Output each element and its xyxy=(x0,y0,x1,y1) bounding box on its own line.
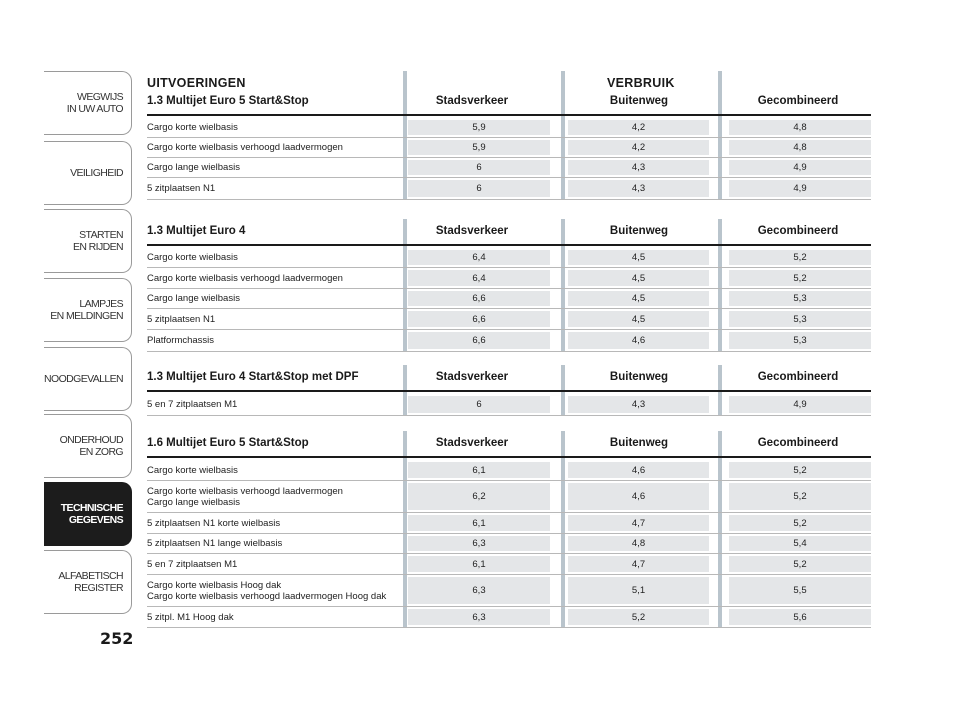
value-cell-stadsverkeer: 6,3 xyxy=(408,609,550,625)
value-cell-gecombineerd: 5,2 xyxy=(729,515,871,531)
sidebar-tab-6[interactable] xyxy=(44,414,132,478)
row-label-line: Cargo korte wielbasis xyxy=(147,122,238,133)
row-label xyxy=(147,612,234,623)
value-cell-buitenweg: 5,2 xyxy=(568,609,709,625)
table-row xyxy=(147,158,871,178)
row-label-line: Cargo korte wielbasis xyxy=(147,252,238,263)
value-cell-gecombineerd: 4,9 xyxy=(729,396,871,413)
value-cell-stadsverkeer: 6 xyxy=(408,396,550,413)
section-rule xyxy=(147,456,871,458)
value-cell-buitenweg: 4,8 xyxy=(568,536,709,551)
sidebar-tab-label: EN ZORG xyxy=(79,446,123,458)
value-cell-stadsverkeer: 6,4 xyxy=(408,250,550,265)
value-cell-gecombineerd: 4,8 xyxy=(729,140,871,155)
row-label-line: 5 en 7 zitplaatsen M1 xyxy=(147,558,238,570)
value-cell-buitenweg: 4,3 xyxy=(568,180,709,197)
row-label-line: Cargo korte wielbasis verhoogd laadvermogen Hoog dak xyxy=(147,591,387,602)
sidebar-tab-label: EN MELDINGEN xyxy=(50,310,123,322)
value-cell-gecombineerd: 4,8 xyxy=(729,120,871,135)
table-row xyxy=(147,178,871,200)
sidebar-tab-2[interactable] xyxy=(44,141,132,205)
sidebar-tab-1[interactable] xyxy=(44,71,132,135)
row-label xyxy=(147,486,343,508)
value-cell-gecombineerd: 5,3 xyxy=(729,332,871,349)
table-row xyxy=(147,607,871,628)
row-label xyxy=(147,142,343,153)
column-header-stadsverkeer: Stadsverkeer xyxy=(435,437,509,449)
value-cell-gecombineerd: 5,3 xyxy=(729,311,871,327)
column-header-buitenweg: Buitenweg xyxy=(609,225,669,237)
sidebar-tab-5[interactable] xyxy=(44,347,132,411)
sidebar-tab-label: ALFABETISCH xyxy=(58,570,123,582)
value-cell-gecombineerd: 5,2 xyxy=(729,270,871,286)
sidebar-tab-label: ONDERHOUD xyxy=(59,434,123,446)
section-title: 1.6 Multijet Euro 5 Start&Stop xyxy=(147,437,309,449)
row-label-line: Platformchassis xyxy=(147,335,215,346)
value-cell-stadsverkeer: 6,6 xyxy=(408,311,550,327)
section-rule xyxy=(147,114,871,116)
sidebar-tab-label: NOODGEVALLEN xyxy=(44,373,123,385)
table-row xyxy=(147,138,871,158)
value-cell-gecombineerd: 4,9 xyxy=(729,160,871,175)
table-row xyxy=(147,118,871,138)
row-label-line: 5 zitplaatsen N1 xyxy=(147,183,216,194)
value-cell-buitenweg: 4,6 xyxy=(568,483,709,510)
row-label xyxy=(147,399,237,410)
value-cell-stadsverkeer: 6,3 xyxy=(408,577,550,604)
page-number: 252 xyxy=(100,629,134,648)
row-label xyxy=(147,538,282,549)
column-header-stadsverkeer: Stadsverkeer xyxy=(435,225,509,237)
table-row xyxy=(147,268,871,289)
value-cell-buitenweg: 5,1 xyxy=(568,577,709,604)
value-cell-buitenweg: 4,3 xyxy=(568,160,709,175)
row-label-line: 5 zitplaatsen N1 xyxy=(147,313,216,325)
table-row xyxy=(147,554,871,575)
value-cell-stadsverkeer: 6,4 xyxy=(408,270,550,286)
row-label-line: 5 zitplaatsen N1 lange wielbasis xyxy=(147,538,283,549)
column-header-gecombineerd: Gecombineerd xyxy=(757,371,839,383)
column-header-stadsverkeer: Stadsverkeer xyxy=(435,371,509,383)
value-cell-stadsverkeer: 6,1 xyxy=(408,462,550,478)
table-row xyxy=(147,534,871,554)
table-row xyxy=(147,289,871,309)
value-cell-stadsverkeer: 6,6 xyxy=(408,291,550,306)
row-label xyxy=(147,465,238,476)
value-cell-buitenweg: 4,3 xyxy=(568,396,709,413)
sidebar-tab-label: GEGEVENS xyxy=(68,514,123,526)
row-label xyxy=(147,252,238,263)
sidebar-tab-8[interactable] xyxy=(44,550,132,614)
value-cell-buitenweg: 4,2 xyxy=(568,140,709,155)
section-title: 1.3 Multijet Euro 4 Start&Stop met DPF xyxy=(147,371,359,383)
value-cell-stadsverkeer: 5,9 xyxy=(408,120,550,135)
row-label-line: Cargo lange wielbasis xyxy=(147,497,240,508)
row-label-line: 5 zitpl. M1 Hoog dak xyxy=(147,611,234,623)
value-cell-gecombineerd: 4,9 xyxy=(729,180,871,197)
section-rule xyxy=(147,244,871,246)
sidebar-tab-label: LAMPJES xyxy=(79,298,123,310)
row-label-line: Cargo lange wielbasis xyxy=(147,162,240,173)
value-cell-stadsverkeer: 6 xyxy=(408,160,550,175)
column-header-stadsverkeer: Stadsverkeer xyxy=(435,95,509,107)
value-cell-buitenweg: 4,5 xyxy=(568,311,709,327)
row-label-line: 5 en 7 zitplaatsen M1 xyxy=(147,399,238,410)
row-label xyxy=(147,559,237,570)
table-row xyxy=(147,513,871,534)
section-title: 1.3 Multijet Euro 5 Start&Stop xyxy=(147,95,309,107)
value-cell-gecombineerd: 5,2 xyxy=(729,556,871,572)
row-label-line: Cargo korte wielbasis Hoog dak xyxy=(147,580,282,591)
value-cell-gecombineerd: 5,6 xyxy=(729,609,871,625)
row-label-line: 5 zitplaatsen N1 korte wielbasis xyxy=(147,517,281,529)
value-cell-stadsverkeer: 6,2 xyxy=(408,483,550,510)
sidebar-tab-label: WEGWIJS xyxy=(77,91,123,103)
value-cell-stadsverkeer: 6,1 xyxy=(408,556,550,572)
value-cell-buitenweg: 4,5 xyxy=(568,270,709,286)
column-header-buitenweg: Buitenweg xyxy=(609,437,669,449)
value-cell-buitenweg: 4,2 xyxy=(568,120,709,135)
sidebar-tab-7[interactable] xyxy=(44,482,132,546)
section-rule xyxy=(147,390,871,392)
table-row xyxy=(147,575,871,607)
value-cell-buitenweg: 4,7 xyxy=(568,515,709,531)
column-header-gecombineerd: Gecombineerd xyxy=(757,95,839,107)
column-header-gecombineerd: Gecombineerd xyxy=(757,225,839,237)
section-title: 1.3 Multijet Euro 4 xyxy=(147,225,246,237)
sidebar-tab-label: TECHNISCHE xyxy=(60,502,123,514)
value-cell-stadsverkeer: 6,3 xyxy=(408,536,550,551)
value-cell-gecombineerd: 5,2 xyxy=(729,483,871,510)
table-row xyxy=(147,248,871,268)
row-label xyxy=(147,580,386,602)
column-header-buitenweg: Buitenweg xyxy=(609,95,669,107)
value-cell-buitenweg: 4,6 xyxy=(568,332,709,349)
sidebar-tab-4[interactable] xyxy=(44,278,132,342)
row-label-line: Cargo korte wielbasis verhoogd laadvermogen xyxy=(147,486,343,497)
row-label xyxy=(147,518,280,529)
column-header-gecombineerd: Gecombineerd xyxy=(757,437,839,449)
value-cell-stadsverkeer: 5,9 xyxy=(408,140,550,155)
sidebar-tab-label: IN UW AUTO xyxy=(66,103,123,115)
sidebar-tab-label: EN RIJDEN xyxy=(72,241,123,253)
row-label xyxy=(147,162,240,173)
value-cell-buitenweg: 4,5 xyxy=(568,291,709,306)
sidebar-tab-label: REGISTER xyxy=(74,582,123,594)
row-label-line: Cargo korte wielbasis verhoogd laadvermogen xyxy=(147,272,343,284)
value-cell-buitenweg: 4,5 xyxy=(568,250,709,265)
table-row xyxy=(147,394,871,416)
table-title-verbruik: VERBRUIK xyxy=(607,76,675,90)
row-label xyxy=(147,273,343,284)
table-row xyxy=(147,460,871,481)
row-label xyxy=(147,293,240,304)
sidebar-tab-label: STARTEN xyxy=(79,229,123,241)
value-cell-gecombineerd: 5,4 xyxy=(729,536,871,551)
sidebar-tab-label: VEILIGHEID xyxy=(70,167,123,179)
row-label xyxy=(147,314,215,325)
row-label-line: Cargo korte wielbasis xyxy=(147,464,238,476)
value-cell-stadsverkeer: 6,1 xyxy=(408,515,550,531)
value-cell-stadsverkeer: 6 xyxy=(408,180,550,197)
value-cell-buitenweg: 4,6 xyxy=(568,462,709,478)
row-label-line: Cargo korte wielbasis verhoogd laadvermogen xyxy=(147,142,343,153)
row-label-line: Cargo lange wielbasis xyxy=(147,293,240,304)
value-cell-gecombineerd: 5,2 xyxy=(729,250,871,265)
table-row xyxy=(147,309,871,330)
sidebar-tab-3[interactable] xyxy=(44,209,132,273)
row-label xyxy=(147,335,214,346)
value-cell-gecombineerd: 5,5 xyxy=(729,577,871,604)
table-title-uitvoeringen: UITVOERINGEN xyxy=(147,76,246,90)
row-label xyxy=(147,183,215,194)
table-row xyxy=(147,481,871,513)
value-cell-stadsverkeer: 6,6 xyxy=(408,332,550,349)
value-cell-gecombineerd: 5,3 xyxy=(729,291,871,306)
column-header-buitenweg: Buitenweg xyxy=(609,371,669,383)
value-cell-gecombineerd: 5,2 xyxy=(729,462,871,478)
table-row xyxy=(147,330,871,352)
row-label xyxy=(147,122,238,133)
value-cell-buitenweg: 4,7 xyxy=(568,556,709,572)
